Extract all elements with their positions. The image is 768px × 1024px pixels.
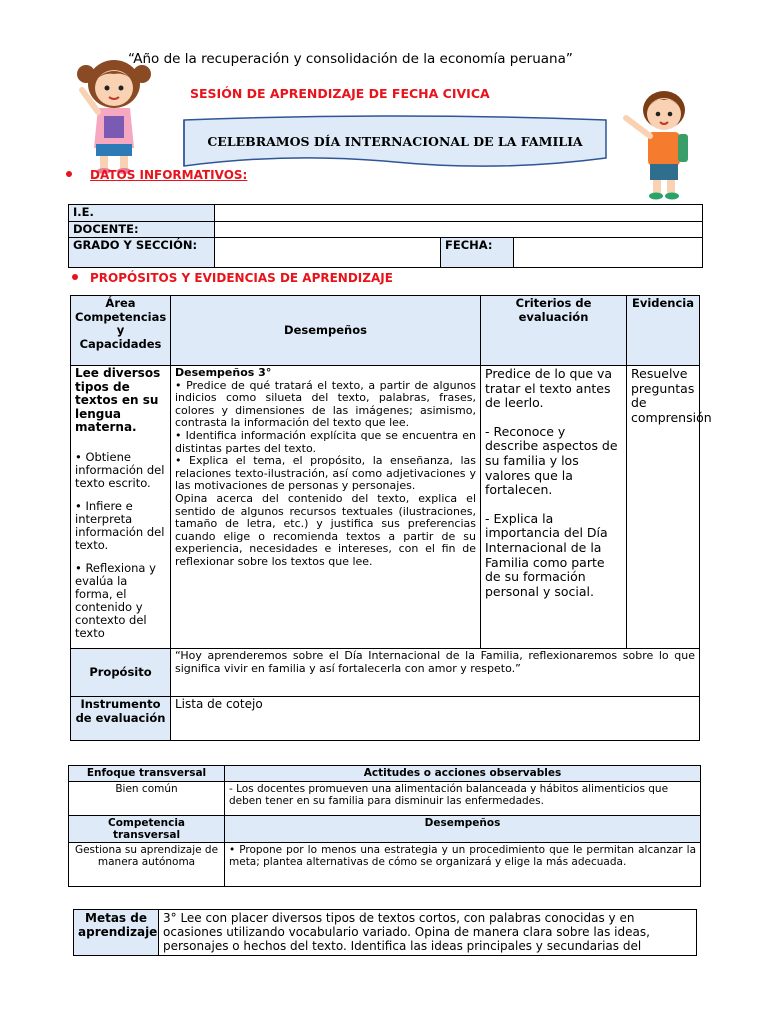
header-evidencia: Evidencia [627,296,700,366]
competencia-title: Lee diversos tipos de textos en su lengua materna. [75,366,161,434]
fecha-value[interactable] [514,238,703,268]
enfoque-table [68,765,701,887]
competencia-transversal-header: Competencia transversal [69,816,225,843]
boy-illustration [620,86,694,202]
competencias-table [70,295,712,741]
section-propositos: PROPÓSITOS Y EVIDENCIAS DE APRENDIZAJE [72,271,393,285]
docente-value[interactable] [215,222,703,238]
docente-label: DOCENTE: [69,222,215,238]
desempeno-item: • Explica el tema, el propósito, la enseñanza, las relaciones texto-ilustración, así como adjetivaciones y las motivaciones de personas y personajes. [175,454,476,493]
header-desempenos: Desempeños [171,296,481,366]
fecha-label: FECHA: [441,238,514,268]
criterio-item: - Reconoce y describe aspectos de su familia y los valores que la fortalecen. [485,423,618,498]
evidencia-cell: Resuelve preguntas de comprensión [627,366,700,649]
banner-title: CELEBRAMOS DÍA INTERNACIONAL DE LA FAMILIA [207,134,583,149]
grado-value[interactable] [215,238,441,268]
girl-illustration [74,56,154,174]
desempeno-item: • Identifica información explícita que se encuentra en distintas partes del texto. [175,428,476,455]
bullet-icon [66,171,72,177]
instrumento-text: Lista de cotejo [171,697,700,741]
capacidad-item: • Reflexiona y evalúa la forma, el contenido y contexto del texto [75,560,156,640]
desempenos-cell [171,366,481,649]
desempeno-item: Opina acerca del contenido del texto, explica el sentido de algunos recursos textuales (ilustraciones, tamaño de letra, etc.) y justifica sus preferencias cuando elige o recomienda textos a partir de su experiencia, necesidades e intereses, con el fin de reflexionar sobre los textos que lee. [175,491,476,568]
proposito-text: “Hoy aprenderemos sobre el Día Internacional de la Familia, reflexionaremos sobre lo que significa vivir en familia y así fortalecerla con amor y respeto.” [171,649,700,697]
enfoque-header: Enfoque transversal [69,766,225,782]
criterio-item: - Explica la importancia del Día Internacional de la Familia como parte de su formación personal y social. [485,510,608,599]
desempenos-transversal-value: • Propone por lo menos una estrategia y un procedimiento que le permitan alcanzar la meta; plantea alternativas de cómo se organizará y elige la más adecuada. [225,843,701,887]
desempeno-item: • Predice de qué tratará el texto, a partir de algunos indicios como silueta del texto, palabras, frases, colores y dimensiones de las imágenes; asimismo, contrasta la información del texto que lee. [175,378,476,430]
enfoque-value: Bien común [69,782,225,816]
ie-value[interactable] [215,205,703,222]
instrumento-label: Instrumento de evaluación [71,697,171,741]
metas-table [73,909,697,956]
desempenos-title: Desempeños 3° [175,366,272,379]
header-area: Área Competencias y Capacidades [71,296,171,366]
competencia-transversal-value: Gestiona su aprendizaje de manera autónoma [69,843,225,887]
section-datos-informativos: DATOS INFORMATIVOS: [66,168,247,182]
header-criterios: Criterios de evaluación [481,296,627,366]
proposito-label: Propósito [71,649,171,697]
actitudes-header: Actitudes o acciones observables [225,766,701,782]
metas-text: 3° Lee con placer diversos tipos de textos cortos, con palabras conocidas y en ocasiones utilizando vocabulario variado. Opina de manera clara sobre las ideas, personajes o hechos del texto. Identifica las ideas principales y secundarias del [159,910,697,956]
criterio-item: Predice de lo que va tratar el texto antes de leerlo. [485,366,613,411]
criterios-cell [481,366,627,649]
capacidad-item: • Obtiene información del texto escrito. [75,449,165,490]
year-title: “Año de la recuperación y consolidación de la economía peruana” [128,51,573,67]
session-title: SESIÓN DE APRENDIZAJE DE FECHA CIVICA [190,86,490,101]
actitudes-value: - Los docentes promueven una alimentación balanceada y hábitos alimenticios que deben tener en su familia para disminuir las enfermedades. [225,782,701,816]
bullet-icon [72,274,78,280]
capacidad-item: • Infiere e interpreta información del texto. [75,498,165,552]
metas-label: Metas de aprendizaje [74,910,159,956]
grado-label: GRADO Y SECCIÓN: [69,238,215,268]
competencia-cell [71,366,171,649]
info-table [68,204,703,268]
title-banner [180,114,610,172]
desempenos-transversal-header: Desempeños [225,816,701,843]
ie-label: I.E. [69,205,215,222]
